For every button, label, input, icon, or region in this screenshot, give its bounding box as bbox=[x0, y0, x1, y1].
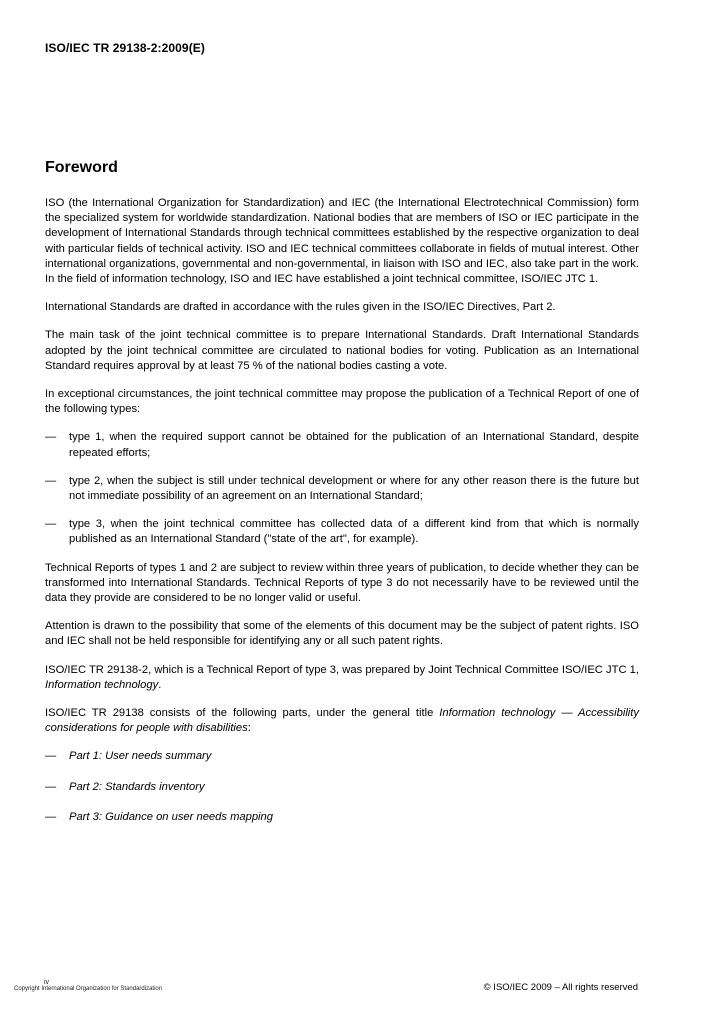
part-title: Part 3: Guidance on user needs mapping bbox=[69, 810, 273, 823]
dash-bullet: — bbox=[45, 780, 57, 793]
paragraph-parts-intro bbox=[45, 706, 639, 736]
report-types-list bbox=[45, 430, 639, 547]
list-item bbox=[45, 749, 639, 764]
dash-bullet: — bbox=[45, 810, 57, 823]
copyright-notice: © ISO/IEC 2009 – All rights reserved bbox=[483, 982, 638, 993]
dash-bullet: — bbox=[45, 474, 57, 487]
parts-intro-end: : bbox=[247, 722, 251, 735]
prepared-by-end: . bbox=[158, 678, 162, 691]
parts-general-title: Information technology — Accessibility considerations for people with disabilities bbox=[45, 707, 639, 735]
section-heading: Foreword bbox=[45, 159, 118, 176]
paragraph-prepared-by bbox=[45, 663, 639, 693]
list-item-text: type 3, when the joint technical committee has collected data of a different kind from that which is normally published as an International Standard ("state of the art", for example). bbox=[69, 518, 639, 546]
paragraph-organizations: ISO (the International Organization for Standardization) and IEC (the International Electrotechnical Commission) form the specialized system for worldwide standardization. National bodies that are members of ISO or IEC participate in the development of International Standards through technical committees established by the respective organization to deal with particular fields of technical activity. ISO and IEC technical committees collaborate in fields of mutual interest. Other international organizations, governmental and non-governmental, in liaison with ISO and IEC, also take part in the work. In the field of information technology, ISO and IEC have established a joint technical committee, ISO/IEC JTC 1. bbox=[45, 197, 639, 286]
prepared-by-text: ISO/IEC TR 29138-2, which is a Technical Report of type 3, was prepared by Joint Technical Committee ISO/IEC JTC 1, bbox=[45, 663, 639, 676]
part-title: Part 2: Standards inventory bbox=[69, 780, 205, 793]
paragraph-review: Technical Reports of types 1 and 2 are subject to review within three years of publication, to decide whether they can be transformed into International Standards. Technical Reports of type 3 do not necessarily have to be reviewed until the data they provide are considered to be no longer valid or useful. bbox=[45, 561, 639, 605]
document-id-header: ISO/IEC TR 29138-2:2009(E) bbox=[45, 41, 206, 55]
dash-bullet: — bbox=[45, 750, 57, 763]
prepared-by-title: Information technology bbox=[45, 678, 159, 691]
paragraph-main-task: The main task of the joint technical committee is to prepare International Standards. Draft International Standards adopted by the joint technical committee are circulated to national bodies for voting. Publication as an International Standard requires approval by at least 75 % of the national bodies casting a vote. bbox=[45, 329, 639, 372]
foreword-body bbox=[45, 196, 639, 840]
parts-intro-text: ISO/IEC TR 29138 consists of the following parts, under the general title bbox=[45, 707, 440, 720]
copyright-watermark: Copyright International Organization for Standardization bbox=[14, 986, 163, 992]
list-item bbox=[45, 517, 639, 547]
list-item-text: type 1, when the required support cannot be obtained for the publication of an International Standard, despite repeated efforts; bbox=[69, 431, 639, 459]
dash-bullet: — bbox=[45, 431, 57, 444]
list-item bbox=[45, 810, 639, 825]
list-item bbox=[45, 474, 639, 504]
list-item bbox=[45, 430, 639, 460]
paragraph-directives: International Standards are drafted in accordance with the rules given in the ISO/IEC Directives, Part 2. bbox=[45, 301, 556, 314]
list-item-text: type 2, when the subject is still under technical development or where for any other reason there is the future but not immediate possibility of an agreement on an International Standard; bbox=[69, 474, 639, 503]
dash-bullet: — bbox=[45, 518, 57, 531]
list-item bbox=[45, 780, 639, 795]
part-title: Part 1: User needs summary bbox=[69, 750, 212, 763]
paragraph-patent: Attention is drawn to the possibility that some of the elements of this document may be the subject of patent rights. ISO and IEC shall not be held responsible for identifying any or all such patent rights. bbox=[45, 620, 639, 648]
parts-list bbox=[45, 749, 639, 825]
page-number: iv bbox=[44, 979, 50, 986]
paragraph-exceptional: In exceptional circumstances, the joint technical committee may propose the publication of a Technical Report of one of the following types: bbox=[45, 388, 639, 416]
